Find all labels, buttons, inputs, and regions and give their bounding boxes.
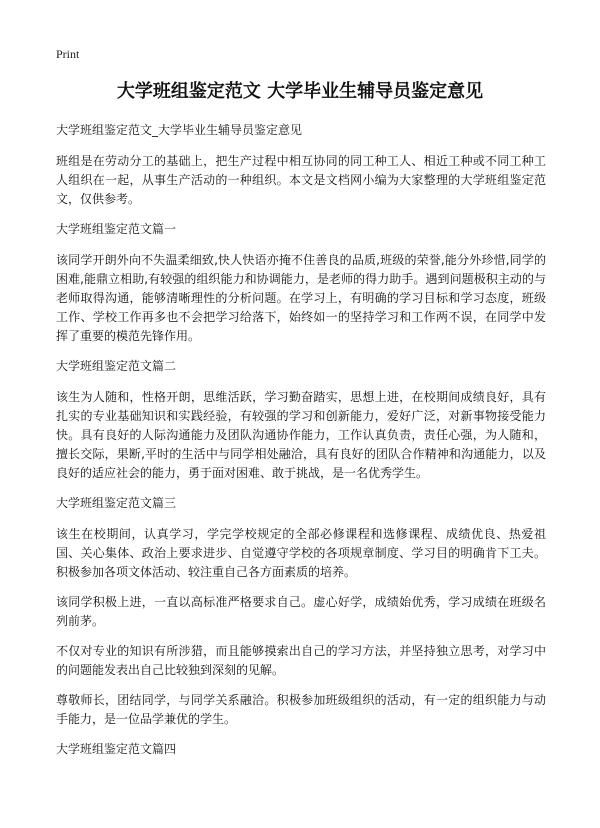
paragraph: 该同学积极上进，一直以高标准严格要求自己。虚心好学，成绩始优秀，学习成绩在班级名列前茅。 (56, 595, 546, 628)
article-body (56, 121, 546, 771)
section-heading: 大学班组鉴定范文篇四 (56, 742, 177, 756)
section-heading: 大学班组鉴定范文_大学毕业生辅导员鉴定意见 (56, 123, 303, 137)
page-title: 大学班组鉴定范文 大学毕业生辅导员鉴定意见 (116, 81, 484, 102)
paragraph: 尊敬师长，团结同学，与同学关系融洽。积极参加班级组织的活动，有一定的组织能力与动手能力，是一位品学兼优的学生。 (56, 693, 546, 726)
section-heading: 大学班组鉴定范文篇一 (56, 222, 177, 236)
paragraph: 该生在校期间，认真学习，学完学校规定的全部必修课程和选修课程、成绩优良、热爱祖国、关心集体、政治上要求进步、自觉遵守学校的各项规章制度、学习目的明确肯下工夫。积极参加各项文体活动、较注重自己各方面素质的培养。 (56, 527, 546, 579)
section-heading: 大学班组鉴定范文篇三 (56, 496, 177, 510)
paragraph: 该生为人随和，性格开朗，思维活跃，学习勤奋踏实，思想上进，在校期间成绩良好，具有扎实的专业基础知识和实践经验，有较强的学习和创新能力，爱好广泛，对新事物接受能力快。具有良好的人际沟通能力及团队沟通协作能力，工作认真负责，责任心强，为人随和，擅长交际，果断,平时的生活中与同学相处融洽，具有良好的团队合作精神和沟通能力，以及良好的适应社会的能力，勇于面对困难、敢于挑战，是一名优秀学生。 (56, 390, 546, 480)
paragraph: 不仅对专业的知识有所涉猎，而且能够摸索出自己的学习方法，并坚持独立思考，对学习中的问题能发表出自己比较独到深刻的见解。 (56, 644, 546, 677)
print-link[interactable]: Print (56, 47, 80, 61)
section-heading: 大学班组鉴定范文篇二 (56, 359, 177, 373)
paragraph: 该同学开朗外向不失温柔细致,快人快语亦掩不住善良的品质,班级的荣誉,能分外珍惜,同学的困难,能鼎立相助,有较强的组织能力和协调能力，是老师的得力助手。遇到问题极积主动的与老师取得沟通，能够清晰理性的分析问题。在学习上，有明确的学习目标和学习态度，班级工作、学校工作再多也不会把学习给落下，始终如一的坚持学习和工作两不误，在同学中发挥了重要的模范先锋作用。 (56, 253, 546, 343)
paragraph: 班组是在劳动分工的基础上，把生产过程中相互协同的同工种工人、相近工种或不同工种工人组织在一起，从事生产活动的一种组织。本文是文档网小编为大家整理的大学班组鉴定范文，仅供参考。 (56, 154, 546, 206)
